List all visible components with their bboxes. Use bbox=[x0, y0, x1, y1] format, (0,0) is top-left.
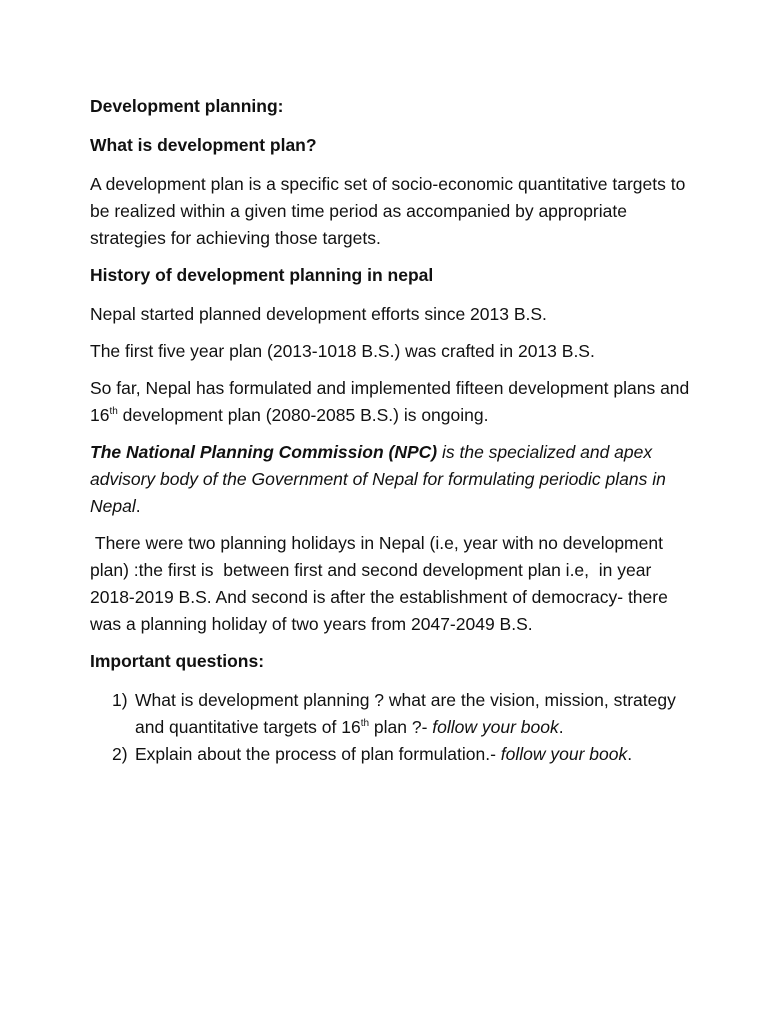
history-paragraph-1: Nepal started planned development efforts since 2013 B.S. bbox=[90, 304, 547, 324]
npc-period: . bbox=[135, 496, 141, 516]
question-heading: What is development plan? bbox=[90, 135, 317, 155]
history-heading: History of development planning in nepal bbox=[90, 265, 434, 285]
question-text: What is development planning ? what are the vision, mission, strategy and quantitative targets of 16 bbox=[135, 690, 676, 737]
questions-list bbox=[90, 687, 690, 768]
important-questions-heading: Important questions: bbox=[90, 651, 265, 671]
list-item bbox=[90, 687, 690, 741]
list-number: 1) bbox=[112, 690, 128, 710]
npc-name: The National Planning Commission (NPC) bbox=[90, 442, 438, 462]
history-paragraph-3-start: So far, Nepal has formulated and implemented fifteen development plans and 16 bbox=[90, 378, 690, 425]
npc-description: is the specialized and apex advisory body of the Government of Nepal for formulating periodic plans in Nepal bbox=[90, 442, 666, 516]
follow-your-book: follow your book bbox=[432, 717, 559, 737]
question-period: . bbox=[558, 717, 564, 737]
follow-your-book: follow your book bbox=[500, 744, 628, 764]
document-title: Development planning: bbox=[90, 96, 284, 116]
history-paragraph-3-end: development plan (2080-2085 B.S.) is ongoing. bbox=[117, 405, 489, 425]
question-period: . bbox=[627, 744, 633, 764]
list-item bbox=[90, 741, 690, 768]
ordinal-suffix: th bbox=[360, 718, 370, 730]
definition-paragraph: A development plan is a specific set of socio-economic quantitative targets to be realized within a given time period as accompanied by appropriate strategies for achieving those targets. bbox=[90, 174, 686, 248]
document-page bbox=[90, 93, 690, 768]
history-paragraph-2: The first five year plan (2013-1018 B.S.) was crafted in 2013 B.S. bbox=[90, 341, 595, 361]
planning-holidays-paragraph: There were two planning holidays in Nepal (i.e, year with no development plan) :the first is between first and second development plan i.e, in year 2018-2019 B.S. And second is after the establishment of democracy- there was a planning holiday of two years from 2047-2049 B.S. bbox=[90, 533, 673, 634]
question-text: Explain about the process of plan formulation.- bbox=[135, 744, 501, 764]
ordinal-suffix: th bbox=[109, 406, 118, 418]
npc-paragraph bbox=[90, 439, 690, 520]
question-text-end: plan ?- bbox=[369, 717, 433, 737]
list-number: 2) bbox=[112, 744, 128, 764]
history-paragraph-3 bbox=[90, 375, 690, 429]
